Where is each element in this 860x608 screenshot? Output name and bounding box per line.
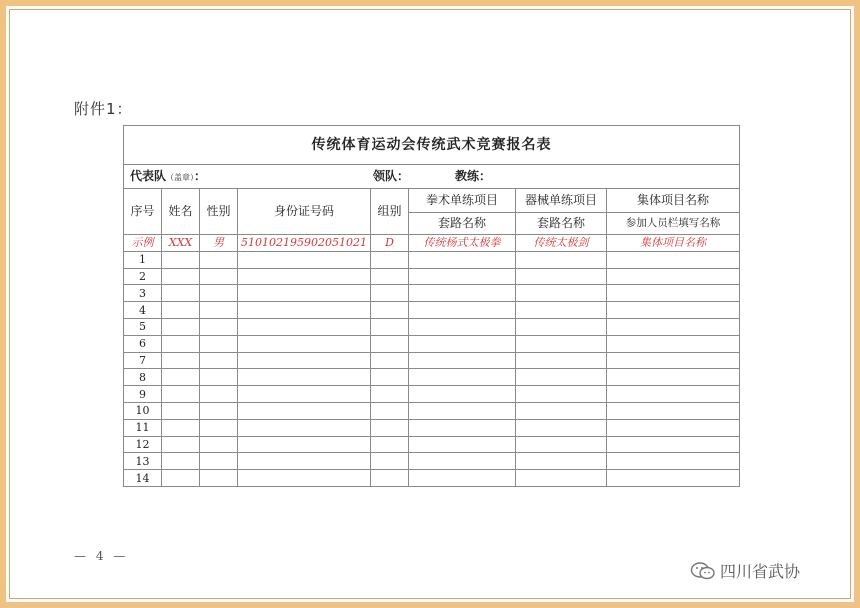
coach-label: 教练： — [455, 169, 492, 183]
gender-cell[interactable] — [200, 419, 238, 436]
fist-routine-cell[interactable] — [409, 268, 516, 285]
group-cell[interactable] — [371, 268, 409, 285]
name-cell[interactable] — [162, 453, 200, 470]
table-row — [124, 436, 740, 453]
gender-cell[interactable] — [200, 302, 238, 319]
table-row — [124, 285, 740, 302]
fist-routine-cell[interactable] — [409, 470, 516, 487]
weapon-routine-cell[interactable] — [516, 318, 607, 335]
gender-cell[interactable] — [200, 352, 238, 369]
name-cell[interactable] — [162, 318, 200, 335]
example-seq: 示例 — [124, 235, 162, 252]
name-cell[interactable] — [162, 302, 200, 319]
name-cell[interactable] — [162, 386, 200, 403]
id-number-cell[interactable] — [238, 352, 371, 369]
group-cell[interactable] — [371, 251, 409, 268]
id-number-cell[interactable] — [238, 402, 371, 419]
row-number: 14 — [124, 470, 162, 487]
name-cell[interactable] — [162, 251, 200, 268]
fist-routine-cell[interactable] — [409, 386, 516, 403]
gender-cell[interactable] — [200, 318, 238, 335]
table-row — [124, 386, 740, 403]
group-cell[interactable] — [371, 318, 409, 335]
header-weapon-routine: 套路名称 — [516, 213, 607, 235]
weapon-routine-cell[interactable] — [516, 335, 607, 352]
id-number-cell[interactable] — [238, 268, 371, 285]
page-number: — 4 — — [74, 549, 129, 563]
gender-cell[interactable] — [200, 251, 238, 268]
weapon-routine-cell[interactable] — [516, 453, 607, 470]
header-gender: 性别 — [200, 189, 238, 235]
group-event-cell[interactable] — [607, 369, 740, 386]
header-group: 组别 — [371, 189, 409, 235]
gender-cell[interactable] — [200, 335, 238, 352]
row-number: 6 — [124, 335, 162, 352]
table-row — [124, 302, 740, 319]
name-cell[interactable] — [162, 419, 200, 436]
header-group-event: 集体项目名称 — [607, 189, 740, 213]
id-number-cell[interactable] — [238, 302, 371, 319]
group-event-cell[interactable] — [607, 352, 740, 369]
weapon-routine-cell[interactable] — [516, 402, 607, 419]
fist-routine-cell[interactable] — [409, 402, 516, 419]
row-number: 3 — [124, 285, 162, 302]
gender-cell[interactable] — [200, 453, 238, 470]
gender-cell[interactable] — [200, 386, 238, 403]
header-fist-event: 拳术单练项目 — [409, 189, 516, 213]
gender-cell[interactable] — [200, 436, 238, 453]
fist-routine-cell[interactable] — [409, 419, 516, 436]
row-number: 9 — [124, 386, 162, 403]
id-number-cell[interactable] — [238, 318, 371, 335]
group-cell[interactable] — [371, 419, 409, 436]
id-number-cell[interactable] — [238, 470, 371, 487]
group-cell[interactable] — [371, 470, 409, 487]
group-event-cell[interactable] — [607, 268, 740, 285]
name-cell[interactable] — [162, 335, 200, 352]
watermark — [690, 559, 800, 582]
gender-cell[interactable] — [200, 369, 238, 386]
example-weapon-routine: 传统太极剑 — [516, 235, 607, 252]
table-row — [124, 251, 740, 268]
row-number: 10 — [124, 402, 162, 419]
table-row — [124, 419, 740, 436]
group-event-cell[interactable] — [607, 419, 740, 436]
group-event-cell[interactable] — [607, 436, 740, 453]
group-cell[interactable] — [371, 386, 409, 403]
example-group: D — [371, 235, 409, 252]
form-title: 传统体育运动会传统武术竞赛报名表 — [124, 126, 740, 165]
team-info-row — [124, 165, 740, 189]
fist-routine-cell[interactable] — [409, 369, 516, 386]
row-number: 5 — [124, 318, 162, 335]
group-event-cell[interactable] — [607, 402, 740, 419]
group-cell[interactable] — [371, 352, 409, 369]
fist-routine-cell[interactable] — [409, 453, 516, 470]
group-cell[interactable] — [371, 302, 409, 319]
weapon-routine-cell[interactable] — [516, 369, 607, 386]
weapon-routine-cell[interactable] — [516, 302, 607, 319]
weapon-routine-cell[interactable] — [516, 268, 607, 285]
header-fist-routine: 套路名称 — [409, 213, 516, 235]
name-cell[interactable] — [162, 285, 200, 302]
table-row — [124, 402, 740, 419]
group-event-cell[interactable] — [607, 285, 740, 302]
weapon-routine-cell[interactable] — [516, 251, 607, 268]
row-number: 1 — [124, 251, 162, 268]
chat-bubble-icon — [690, 561, 716, 581]
table-row — [124, 470, 740, 487]
group-event-cell[interactable] — [607, 453, 740, 470]
row-number: 11 — [124, 419, 162, 436]
id-number-cell[interactable] — [238, 453, 371, 470]
name-cell[interactable] — [162, 436, 200, 453]
group-cell[interactable] — [371, 369, 409, 386]
table-row — [124, 335, 740, 352]
row-number: 13 — [124, 453, 162, 470]
row-number: 4 — [124, 302, 162, 319]
fist-routine-cell[interactable] — [409, 352, 516, 369]
example-fist-routine: 传统杨式太极拳 — [409, 235, 516, 252]
group-event-cell[interactable] — [607, 470, 740, 487]
id-number-cell[interactable] — [238, 436, 371, 453]
header-id-number: 身份证号码 — [238, 189, 371, 235]
name-cell[interactable] — [162, 402, 200, 419]
table-row — [124, 268, 740, 285]
id-number-cell[interactable] — [238, 335, 371, 352]
gender-cell[interactable] — [200, 268, 238, 285]
example-row — [124, 235, 740, 252]
header-seq: 序号 — [124, 189, 162, 235]
registration-form-table — [123, 125, 740, 487]
group-cell[interactable] — [371, 453, 409, 470]
gender-cell[interactable] — [200, 470, 238, 487]
fist-routine-cell[interactable] — [409, 251, 516, 268]
id-number-cell[interactable] — [238, 369, 371, 386]
weapon-routine-cell[interactable] — [516, 470, 607, 487]
fist-routine-cell[interactable] — [409, 436, 516, 453]
fist-routine-cell[interactable] — [409, 285, 516, 302]
name-cell[interactable] — [162, 470, 200, 487]
row-number: 12 — [124, 436, 162, 453]
group-event-cell[interactable] — [607, 318, 740, 335]
fist-routine-cell[interactable] — [409, 302, 516, 319]
weapon-routine-cell[interactable] — [516, 419, 607, 436]
group-cell[interactable] — [371, 402, 409, 419]
watermark-text: 四川省武协 — [720, 562, 801, 581]
row-number: 8 — [124, 369, 162, 386]
gender-cell[interactable] — [200, 285, 238, 302]
row-number: 2 — [124, 268, 162, 285]
table-row — [124, 318, 740, 335]
id-number-cell[interactable] — [238, 285, 371, 302]
group-event-cell[interactable] — [607, 386, 740, 403]
example-id-number: 510102195902051021 — [238, 235, 371, 252]
weapon-routine-cell[interactable] — [516, 352, 607, 369]
table-row — [124, 352, 740, 369]
name-cell[interactable] — [162, 369, 200, 386]
group-event-cell[interactable] — [607, 302, 740, 319]
fist-routine-cell[interactable] — [409, 335, 516, 352]
header-group-participants: 参加人员栏填写名称 — [607, 213, 740, 235]
leader-label: 领队： — [373, 169, 410, 183]
weapon-routine-cell[interactable] — [516, 386, 607, 403]
header-name: 姓名 — [162, 189, 200, 235]
table-row — [124, 453, 740, 470]
row-number: 7 — [124, 352, 162, 369]
header-weapon-event: 器械单练项目 — [516, 189, 607, 213]
group-cell[interactable] — [371, 285, 409, 302]
example-group-event: 集体项目名称 — [607, 235, 740, 252]
name-cell[interactable] — [162, 268, 200, 285]
weapon-routine-cell[interactable] — [516, 285, 607, 302]
name-cell[interactable] — [162, 352, 200, 369]
example-name: XXX — [162, 235, 200, 252]
group-event-cell[interactable] — [607, 251, 740, 268]
group-cell[interactable] — [371, 436, 409, 453]
group-cell[interactable] — [371, 335, 409, 352]
team-label: 代表队（盖章）： — [130, 169, 207, 183]
gender-cell[interactable] — [200, 402, 238, 419]
id-number-cell[interactable] — [238, 386, 371, 403]
example-gender: 男 — [200, 235, 238, 252]
fist-routine-cell[interactable] — [409, 318, 516, 335]
table-row — [124, 369, 740, 386]
id-number-cell[interactable] — [238, 251, 371, 268]
weapon-routine-cell[interactable] — [516, 436, 607, 453]
id-number-cell[interactable] — [238, 419, 371, 436]
group-event-cell[interactable] — [607, 335, 740, 352]
attachment-label: 附件1： — [74, 100, 133, 118]
